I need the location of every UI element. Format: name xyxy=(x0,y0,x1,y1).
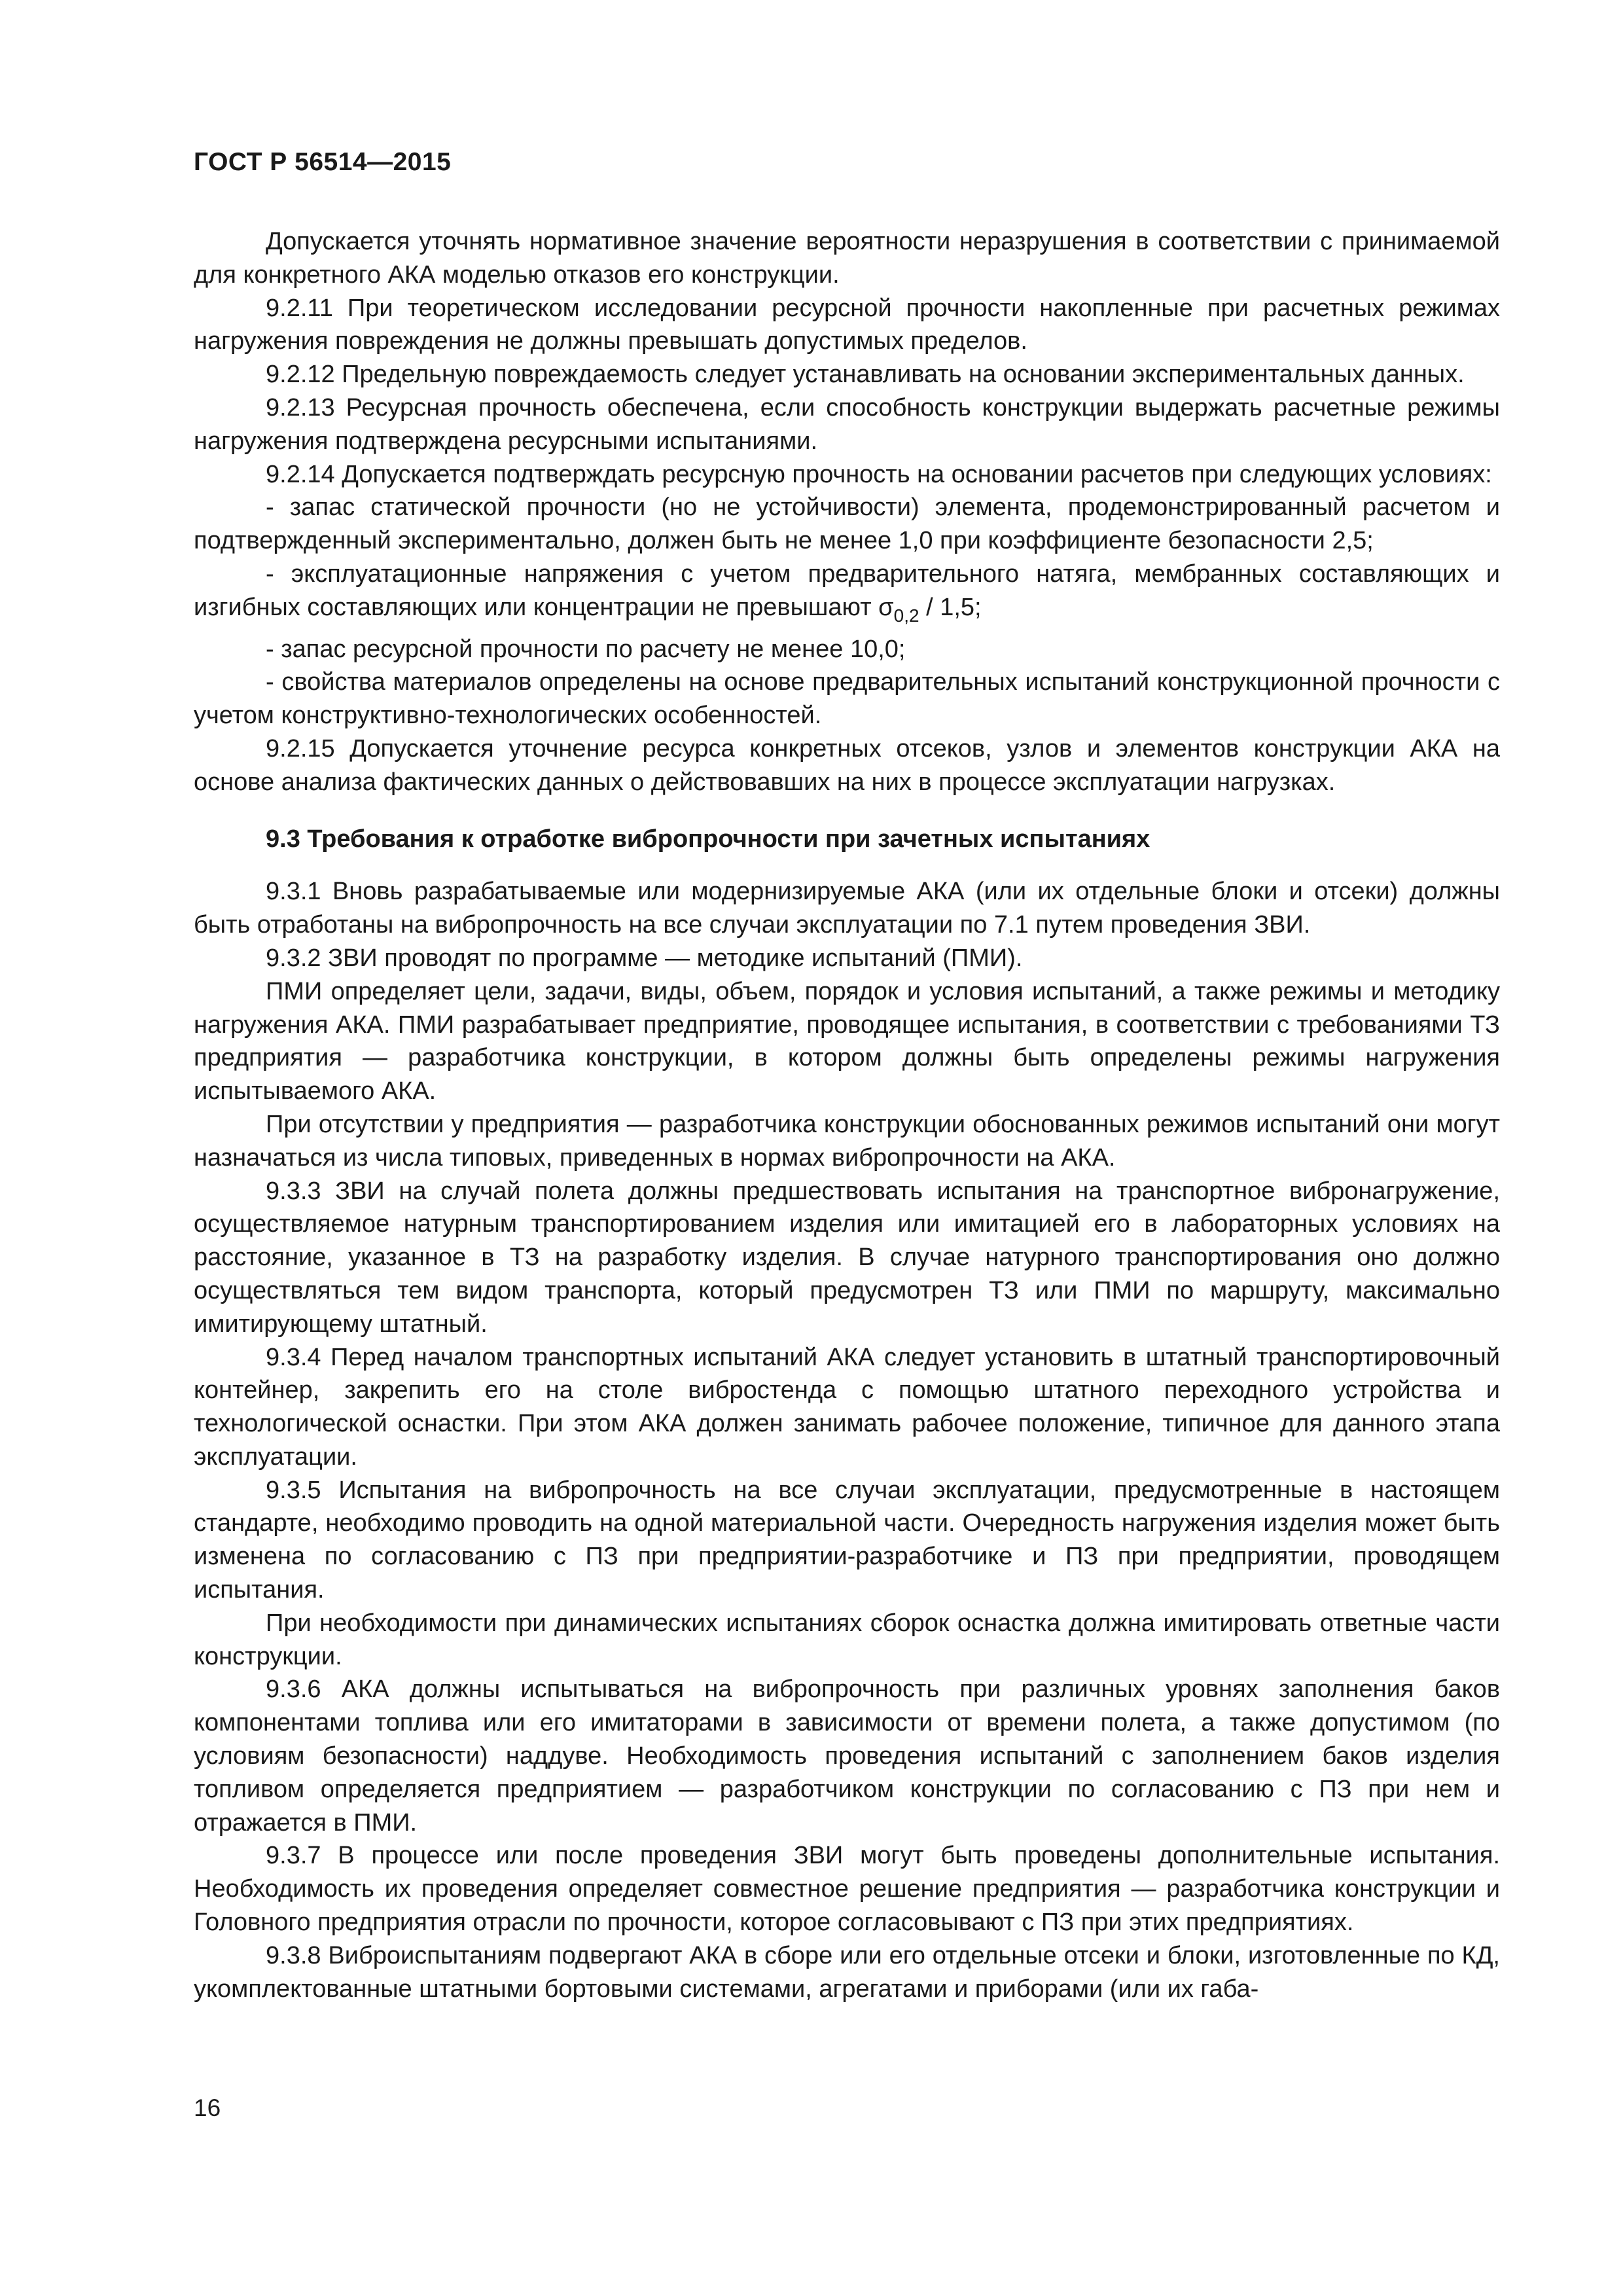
formula-text-before: - эксплуатационные напряжения с учетом предварительного натяга, мембранных составляющих и изгибных составляющих или концентрации не превышают σ xyxy=(194,560,1500,621)
paragraph: 9.2.11 При теоретическом исследовании ресурсной прочности накопленные при расчетных режимах нагружения повреждения не должны превышать допустимых пределов. xyxy=(194,294,1500,355)
paragraph: 9.2.12 Предельную повреждаемость следует устанавливать на основании экспериментальных данных. xyxy=(266,361,1465,389)
paragraph: При необходимости при динамических испытаниях сборок оснастка должна имитировать ответные части конструкции. xyxy=(194,1609,1500,1670)
paragraph: При отсутствии у предприятия — разработчика конструкции обоснованных режимов испытаний они могут назначаться из числа типовых, приведенных в нормах вибропрочности на АКА. xyxy=(194,1110,1500,1172)
paragraph: 9.3.5 Испытания на вибропрочность на все случаи эксплуатации, предусмотренные в настоящем стандарте, необходимо проводить на одной материальной части. Очередность нагружения изделия может быть изменена по согласованию с ПЗ при предприятии-разработчике и ПЗ при предприятии, проводящем испытания. xyxy=(194,1476,1500,1604)
sigma-subscript: 0,2 xyxy=(893,605,919,626)
section-heading: 9.3 Требования к отработке вибропрочности при зачетных испытаниях xyxy=(266,825,1150,853)
paragraph: - свойства материалов определены на основе предварительных испытаний конструкционной прочности с учетом конструктивно-технологических особенностей. xyxy=(194,668,1500,730)
paragraph: 9.3.4 Перед началом транспортных испытаний АКА следует установить в штатный транспортировочный контейнер, закрепить его на столе вибростенда с помощью штатного переходного устройства и технологической оснастки. При этом АКА должен занимать рабочее положение, типичное для данного этапа эксплуатации. xyxy=(194,1343,1500,1471)
paragraph: - запас ресурсной прочности по расчету не менее 10,0; xyxy=(266,635,906,663)
paragraph: 9.3.8 Виброиспытаниям подвергают АКА в сборе или его отдельные отсеки и блоки, изготовленные по КД, укомплектованные штатными бортовыми системами, агрегатами и приборами (или их габа- xyxy=(194,1941,1500,2003)
document-body xyxy=(194,225,1500,2005)
paragraph: 9.3.3 ЗВИ на случай полета должны предшествовать испытания на транспортное вибронагружение, осуществляемое натурным транспортированием изделия или имитацией его в лабораторных условиях на расстояние, указанное в ТЗ на разработку изделия. В случае натурного транспортирования оно должно осуществляться тем видом транспорта, который предусмотрен ТЗ или ПМИ по маршруту, максимально имитирующему штатный. xyxy=(194,1177,1500,1338)
paragraph: 9.2.15 Допускается уточнение ресурса конкретных отсеков, узлов и элементов конструкции АКА на основе анализа фактических данных о действовавших на них в процессе эксплуатации нагрузках. xyxy=(194,734,1500,796)
paragraph: 9.2.13 Ресурсная прочность обеспечена, если способность конструкции выдержать расчетные режимы нагружения подтверждена ресурсными испытаниями. xyxy=(194,393,1500,455)
page-number: 16 xyxy=(194,2094,221,2121)
paragraph: 9.3.1 Вновь разрабатываемые или модернизируемые АКА (или их отдельные блоки и отсеки) должны быть отработаны на вибропрочность на все случаи эксплуатации по 7.1 путем проведения ЗВИ. xyxy=(194,878,1500,939)
paragraph: 9.3.2 ЗВИ проводят по программе — методике испытаний (ПМИ). xyxy=(266,944,1023,972)
document-header: ГОСТ Р 56514—2015 xyxy=(194,148,452,176)
formula-text-after: / 1,5; xyxy=(919,593,982,621)
paragraph: - запас статической прочности (но не устойчивости) элемента, продемонстрированный расчетом и подтвержденный экспериментально, должен быть не менее 1,0 при коэффициенте безопасности 2,5; xyxy=(194,493,1500,555)
paragraph: Допускается уточнять нормативное значение вероятности неразрушения в соответствии с принимаемой для конкретного АКА моделью отказов его конструкции. xyxy=(194,228,1500,289)
paragraph: 9.2.14 Допускается подтверждать ресурсную прочность на основании расчетов при следующих условиях: xyxy=(266,460,1492,488)
formula-paragraph xyxy=(194,558,1500,633)
paragraph: 9.3.7 В процессе или после проведения ЗВИ могут быть проведены дополнительные испытания. Необходимость их проведения определяет совместное решение предприятия — разработчика конструкции и Головного предприятия отрасли по прочности, которое согласовывают с ПЗ при этих предприятиях. xyxy=(194,1842,1500,1937)
paragraph: ПМИ определяет цели, задачи, виды, объем, порядок и условия испытаний, а также режимы и методику нагружения АКА. ПМИ разрабатывает предприятие, проводящее испытания, в соответствии с требованиями ТЗ предприятия — разработчика конструкции, в котором должны быть определены режимы нагружения испытываемого АКА. xyxy=(194,977,1500,1105)
paragraph: 9.3.6 АКА должны испытываться на вибропрочность при различных уровнях заполнения баков компонентами топлива или его имитаторами в зависимости от времени полета, а также допустимом (по условиям безопасности) наддуве. Необходимость проведения испытаний с заполнением баков изделия топливом определяется предприятием — разработчиком конструкции по согласованию с ПЗ при нем и отражается в ПМИ. xyxy=(194,1676,1500,1837)
